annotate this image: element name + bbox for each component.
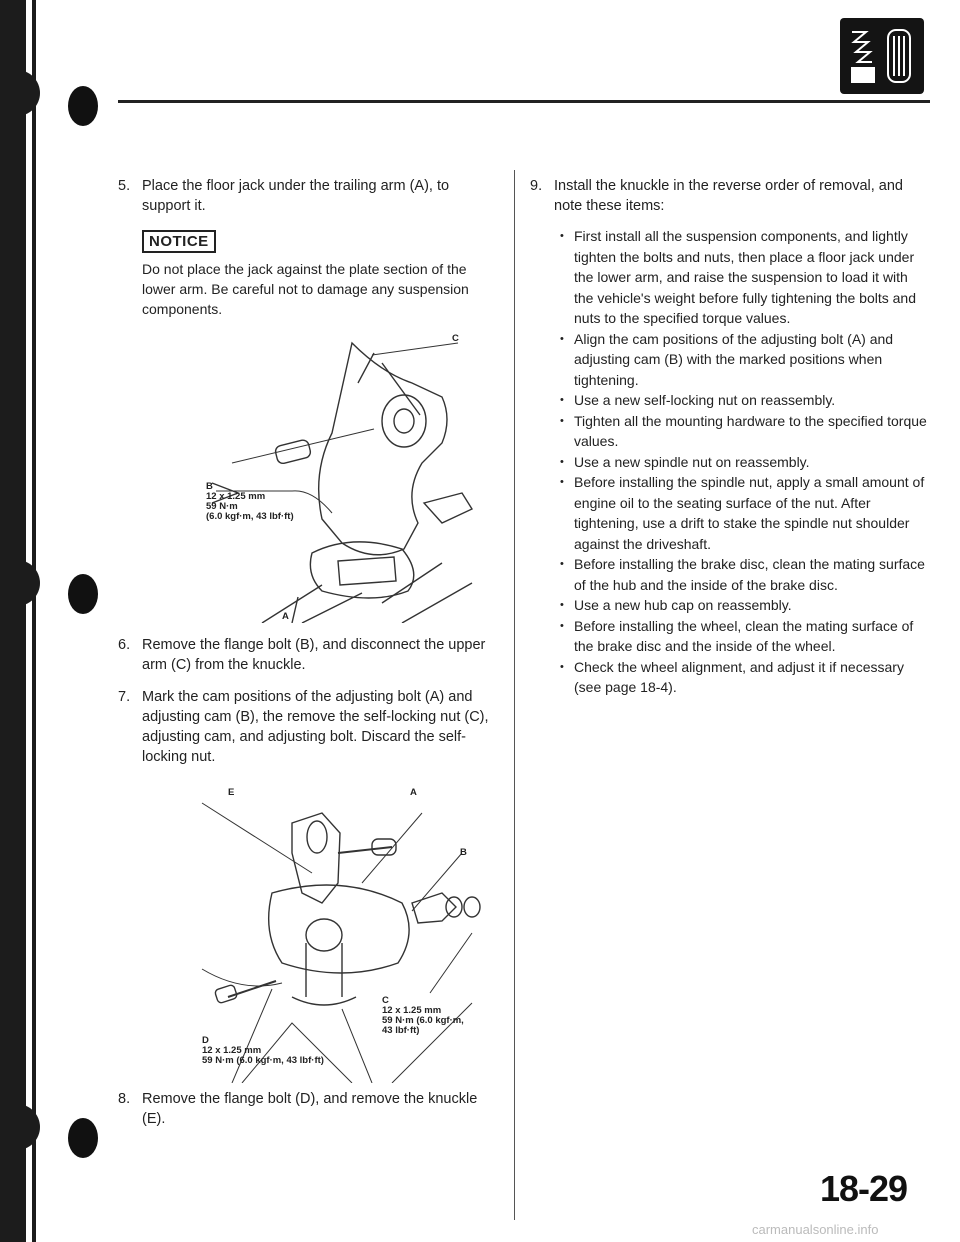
step-number: 7.: [118, 689, 131, 705]
step-number: 6.: [118, 637, 131, 653]
spec-b-torque: 59 N·m: [206, 501, 238, 512]
watermark: carmanualsonline.info: [752, 1222, 879, 1237]
binding-bar: [0, 0, 26, 1242]
figure-knuckle: [142, 783, 498, 1083]
list-item: • Use a new self-locking nut on reassembly.: [560, 390, 930, 411]
binding-rule: [32, 0, 36, 1242]
punch-hole: [68, 1118, 98, 1158]
callout-a: A: [282, 611, 289, 622]
notice-label: NOTICE: [142, 230, 216, 253]
punch-hole: [68, 86, 98, 126]
callout-d: D: [202, 1035, 209, 1046]
step-text: Place the floor jack under the trailing arm (A), to support it.: [142, 178, 450, 214]
list-item: • Before installing the brake disc, clean the mating surface of the hub and the inside of the brake disc.: [560, 554, 930, 595]
step-9: [530, 176, 930, 216]
spec-c-torque: 59 N·m (6.0 kgf·m,: [382, 1015, 464, 1026]
suspension-section-icon: [840, 18, 924, 94]
spec-d-size: 12 x 1.25 mm: [202, 1045, 262, 1056]
notice-text: Do not place the jack against the plate section of the lower arm. Be careful not to damage any suspension components.: [142, 261, 469, 317]
right-column: [530, 176, 930, 698]
install-notes-list: [560, 226, 930, 698]
spec-b-size: 12 x 1.25 mm: [206, 491, 266, 502]
callout-c: C: [452, 333, 459, 344]
callout-a: A: [410, 787, 417, 798]
page-number: 18-29: [820, 1168, 908, 1209]
step-8: [118, 1089, 498, 1129]
step-number: 8.: [118, 1091, 131, 1107]
step-6: [118, 635, 498, 675]
list-item: • Before installing the wheel, clean the mating surface of the brake disc and the inside of the wheel.: [560, 616, 930, 657]
punch-hole: [68, 574, 98, 614]
list-item: • Align the cam positions of the adjusting bolt (A) and adjusting cam (B) with the marked positions when tightening.: [560, 329, 930, 391]
spec-b-torque-alt: (6.0 kgf·m, 43 lbf·ft): [206, 511, 294, 522]
callout-c: C: [382, 995, 389, 1006]
list-item: • Before installing the spindle nut, apply a small amount of engine oil to the seating surface of the nut. After tightening, use a drift to stake the spindle nut shoulder against the driveshaft.: [560, 472, 930, 554]
callout-b: B: [206, 481, 213, 492]
step-number: 5.: [118, 178, 131, 194]
list-item: • Use a new hub cap on reassembly.: [560, 595, 930, 616]
spec-d-torque: 59 N·m (6.0 kgf·m, 43 lbf·ft): [202, 1055, 324, 1066]
step-text: Remove the flange bolt (D), and remove the knuckle (E).: [142, 1091, 478, 1127]
step-text: Remove the flange bolt (B), and disconnect the upper arm (C) from the knuckle.: [142, 637, 486, 673]
list-item: • Check the wheel alignment, and adjust it if necessary (see page 18-4).: [560, 657, 930, 698]
list-item: • Tighten all the mounting hardware to the specified torque values.: [560, 411, 930, 452]
column-divider: [514, 170, 515, 1220]
callout-e: E: [228, 787, 235, 798]
step-5: [118, 176, 498, 216]
step-7: [118, 687, 498, 767]
figure-upper-arm: [142, 323, 498, 623]
left-column: [118, 176, 498, 1129]
callout-b: B: [460, 847, 467, 858]
list-item: • Use a new spindle nut on reassembly.: [560, 452, 930, 473]
spec-c-size: 12 x 1.25 mm: [382, 1005, 442, 1016]
step-text: Mark the cam positions of the adjusting bolt (A) and adjusting cam (B), the remove the self-locking nut (C), adjusting cam, and adjusting bolt. Discard the self-locking nut.: [142, 689, 489, 765]
step-text: Install the knuckle in the reverse order of removal, and note these items:: [554, 178, 903, 214]
step-number: 9.: [530, 178, 543, 194]
spec-c-torque-alt: 43 lbf·ft): [382, 1025, 420, 1036]
header-rule: [118, 100, 930, 103]
list-item: • First install all the suspension components, and lightly tighten the bolts and nuts, then place a floor jack under the lower arm, and raise the suspension to load it with the vehicle's weight before fully tightening the bolts and nuts to the specified torque values.: [560, 226, 930, 329]
